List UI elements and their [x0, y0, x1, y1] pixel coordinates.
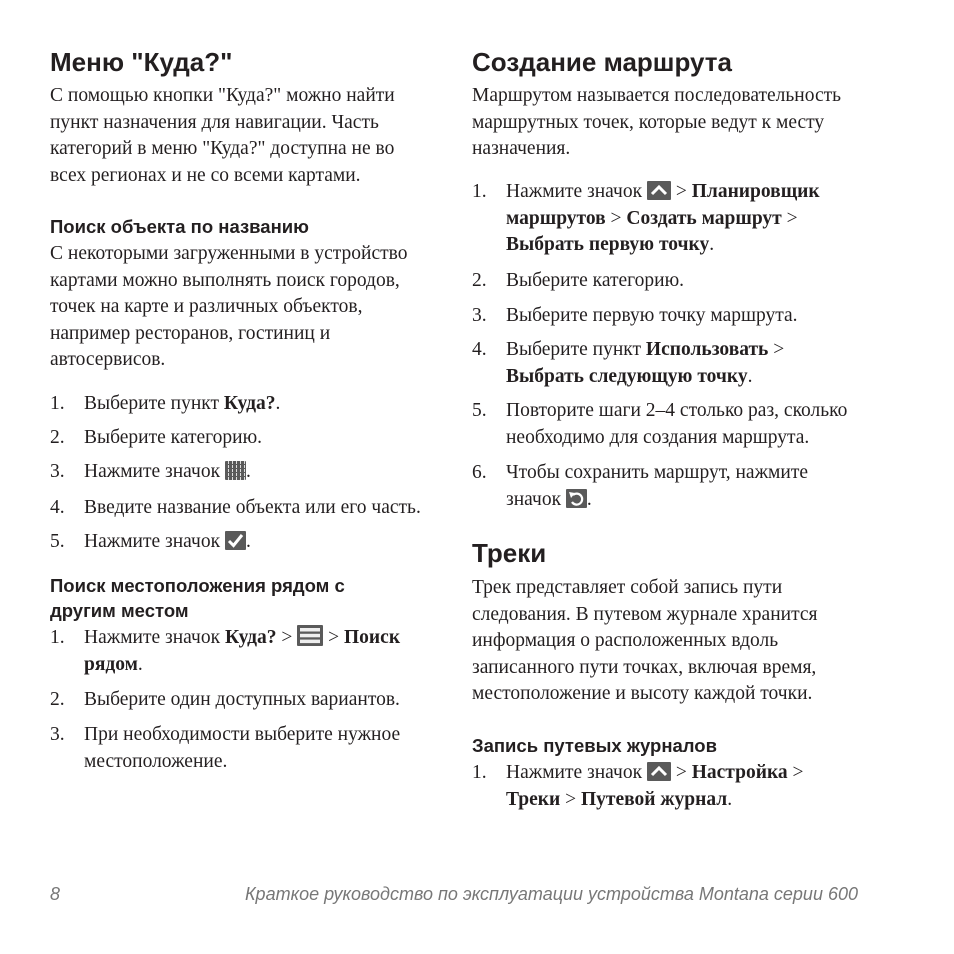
step-text: Выберите категорию. — [84, 427, 263, 448]
text-line: следования. В путевом журнале хранится — [472, 603, 818, 625]
text-line: всех регионах и не со всеми картами. — [50, 164, 361, 186]
step-bold: Выбрать следующую точку — [506, 365, 748, 387]
checkmark-icon — [225, 531, 246, 550]
list-item — [50, 722, 470, 775]
step-bold: Создать маршрут — [626, 207, 782, 229]
step-text: Нажмите значок — [506, 762, 647, 783]
step-text: Выберите первую точку маршрута. — [506, 305, 798, 326]
paragraph — [50, 241, 407, 374]
step-text: . — [137, 653, 143, 675]
step-text: > — [560, 788, 581, 810]
step-text: Чтобы сохранить маршрут, нажмите — [506, 462, 809, 483]
menu-icon — [297, 625, 323, 646]
subsection-title: Запись путевых журналов — [472, 735, 717, 756]
subsection-title — [50, 573, 345, 623]
step-bold: Треки — [506, 788, 561, 810]
list-item — [50, 459, 450, 486]
text-line: записанного пути точках, включая время, — [472, 656, 817, 678]
list-item — [50, 425, 450, 452]
footer-title: Краткое руководство по эксплуатации устройства Montana серии 600 — [244, 884, 858, 904]
step-text: . — [709, 234, 715, 256]
step-text: > — [605, 207, 627, 229]
text-line: местоположение и высоту каждой точки. — [472, 683, 813, 705]
list-item — [472, 337, 892, 390]
page-number: 8 — [50, 884, 61, 904]
step-bold: Путевой журнал — [580, 788, 728, 810]
list-item — [472, 460, 892, 513]
list-item — [472, 760, 892, 813]
text-line: пункт назначения для навигации. Часть — [50, 111, 379, 133]
text-line: маршрутных точек, которые ведут к месту — [472, 111, 825, 133]
text-line: С некоторыми загруженными в устройство — [50, 243, 408, 264]
step-text: > — [323, 627, 345, 648]
section-title-route: Создание маршрута — [472, 47, 732, 77]
step-text: Выберите категорию. — [506, 270, 685, 291]
step-text: значок — [506, 488, 566, 510]
title-line: другим местом — [50, 600, 189, 621]
step-bold: Куда? — [223, 393, 276, 414]
list-item — [472, 268, 892, 295]
list-item — [472, 179, 892, 259]
step-bold: Выбрать первую точку — [506, 234, 710, 256]
paragraph — [472, 83, 841, 163]
step-bold: Куда? — [224, 627, 277, 648]
list-item — [50, 529, 450, 556]
text-line: С помощью кнопки "Куда?" можно найти — [50, 85, 395, 106]
step-number: 3. — [472, 305, 487, 326]
step-text: Нажмите значок — [84, 531, 225, 552]
list-item — [472, 398, 892, 451]
step-bold: Планировщик — [691, 181, 820, 202]
section-title-where-to: Меню "Куда?" — [50, 47, 233, 77]
keyboard-grid-icon — [225, 461, 246, 480]
paragraph — [472, 575, 817, 708]
step-text: > — [276, 627, 298, 648]
step-text: Выберите один доступных вариантов. — [84, 689, 400, 710]
step-number: 1. — [50, 393, 65, 414]
text-line: информация о расположенных вдоль — [472, 630, 779, 652]
step-number: 2. — [50, 689, 65, 710]
step-bold: Использовать — [645, 339, 769, 360]
text-line: Трек представляет собой запись пути — [472, 577, 783, 598]
step-text: . — [747, 365, 753, 387]
step-text: Введите название объекта или его часть. — [84, 497, 421, 518]
step-number: 5. — [472, 400, 487, 421]
text-line: например ресторанов, гостиниц и — [50, 322, 331, 344]
step-bold: Настройка — [691, 762, 788, 783]
step-text: Нажмите значок — [506, 181, 647, 202]
step-text: Выберите пункт — [84, 393, 224, 414]
text-line: Маршрутом называется последовательность — [472, 85, 842, 106]
step-bold: Поиск — [344, 627, 401, 648]
step-text: . — [727, 788, 733, 810]
step-text: . — [245, 531, 251, 552]
text-line: назначения. — [472, 138, 571, 160]
step-text: Повторите шаги 2–4 столько раз, сколько — [506, 400, 848, 421]
text-line: картами можно выполнять поиск городов, — [50, 269, 400, 291]
step-text: . — [275, 393, 281, 414]
step-text: Нажмите значок — [84, 461, 225, 482]
step-text: . — [586, 488, 592, 510]
step-text: > — [787, 762, 804, 783]
subsection-title: Поиск объекта по названию — [50, 216, 309, 237]
step-number: 1. — [472, 762, 487, 783]
step-text: > — [768, 339, 785, 360]
step-number: 5. — [50, 531, 65, 552]
main-menu-up-icon — [647, 181, 671, 200]
step-text: > — [781, 207, 798, 229]
save-back-arrow-icon — [566, 489, 587, 508]
step-number: 3. — [50, 724, 65, 745]
step-text: . — [245, 461, 251, 482]
step-text: Выберите пункт — [506, 339, 646, 360]
step-text: При необходимости выберите нужное — [84, 724, 401, 745]
list-item — [50, 391, 450, 418]
step-number: 1. — [472, 181, 487, 202]
step-number: 4. — [472, 339, 487, 360]
step-text: Нажмите значок — [84, 627, 225, 648]
step-number: 1. — [50, 627, 65, 648]
step-number: 4. — [50, 497, 65, 518]
step-number: 3. — [50, 461, 65, 482]
step-number: 6. — [472, 462, 487, 483]
step-text: местоположение. — [84, 750, 228, 772]
step-number: 2. — [50, 427, 65, 448]
list-item — [50, 495, 470, 522]
step-text: > — [670, 181, 692, 202]
text-line: категорий в меню "Куда?" доступна не во — [50, 138, 395, 160]
section-title-tracks: Треки — [472, 538, 547, 568]
step-bold: рядом — [84, 653, 138, 675]
step-number: 2. — [472, 270, 487, 291]
list-item — [50, 625, 450, 679]
list-item — [50, 687, 470, 714]
text-line: автосервисов. — [50, 349, 166, 371]
step-text: необходимо для создания маршрута. — [506, 426, 810, 448]
intro-paragraph — [50, 83, 395, 189]
list-item — [472, 303, 892, 330]
main-menu-up-icon — [647, 762, 671, 781]
title-line: Поиск местоположения рядом с — [50, 575, 345, 596]
step-text: > — [670, 762, 692, 783]
step-bold: маршрутов — [506, 207, 606, 229]
text-line: точек на карте и различных объектов, — [50, 296, 363, 318]
